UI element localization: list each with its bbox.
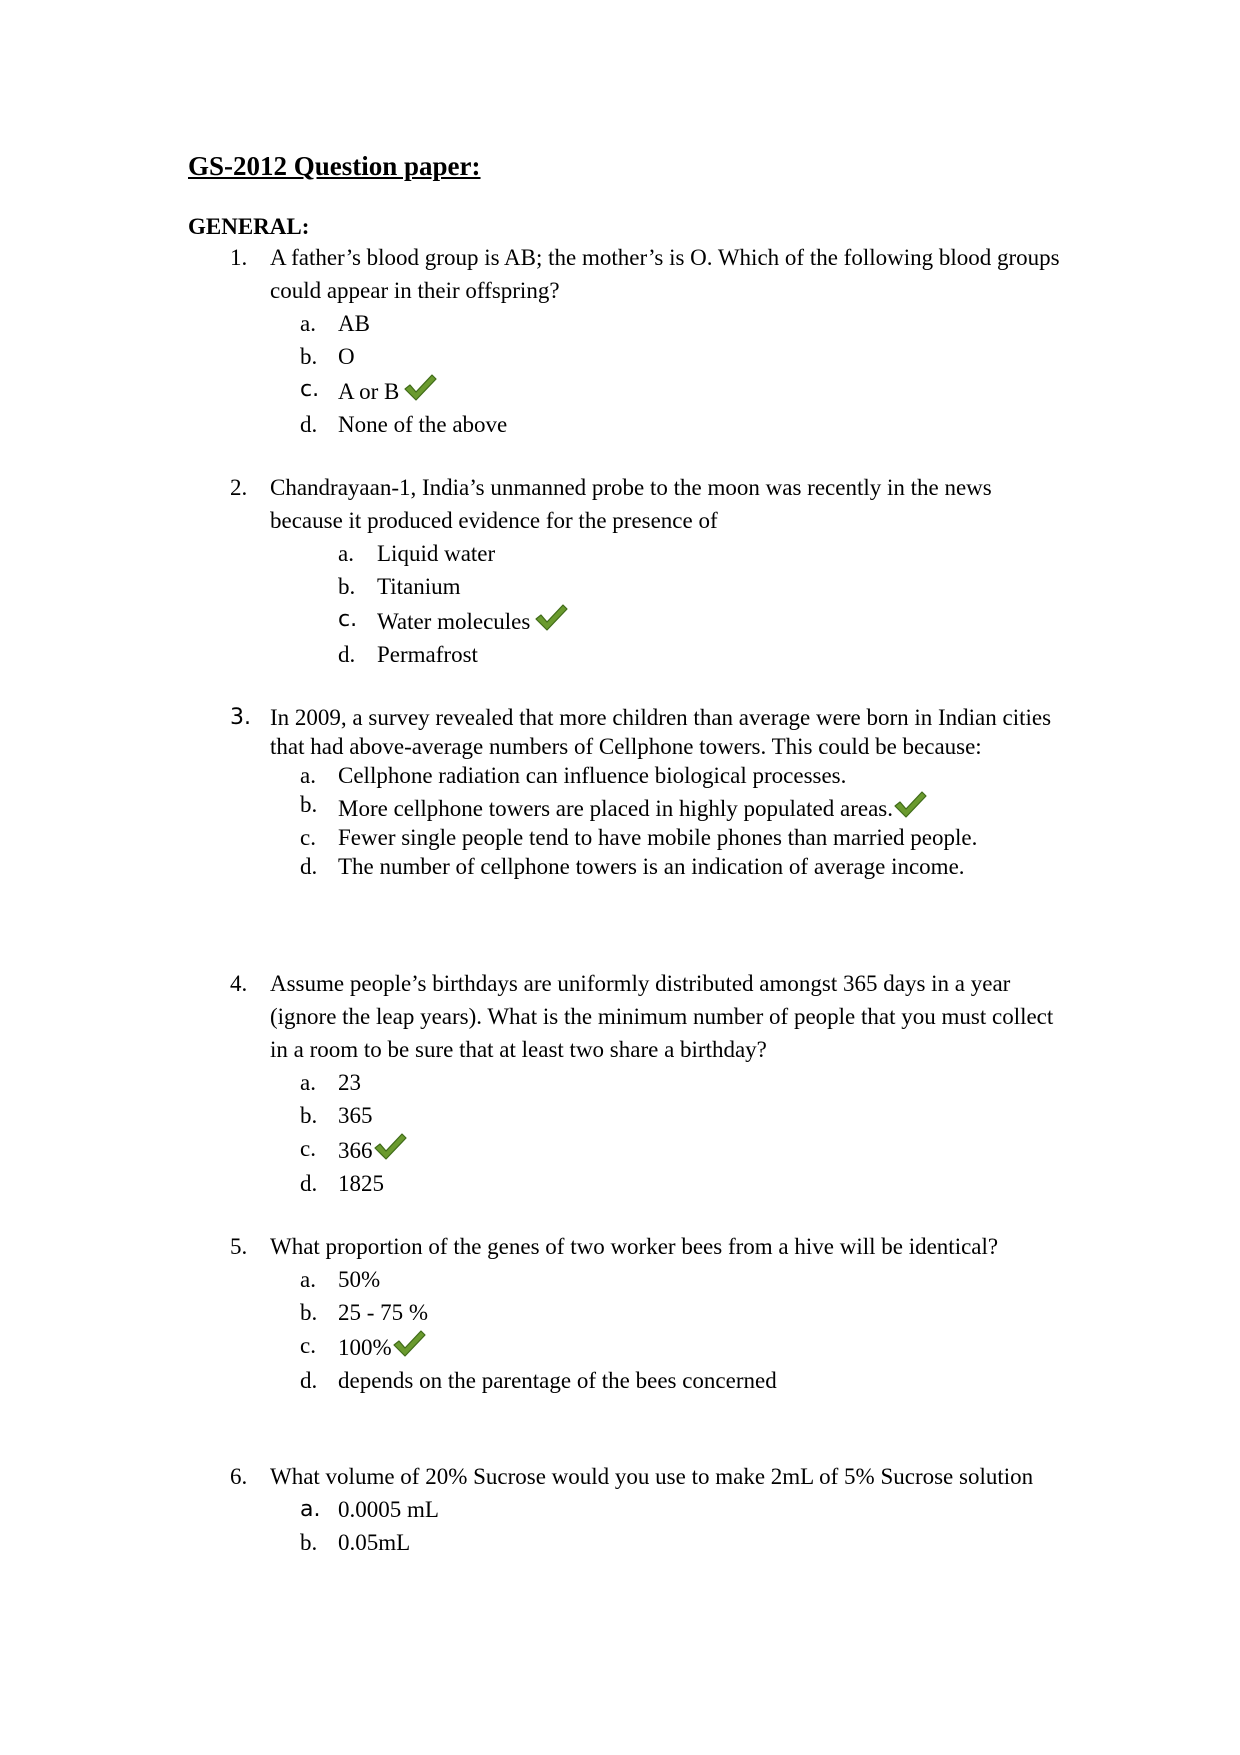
option-text: O xyxy=(338,344,355,369)
option-text: 50% xyxy=(338,1267,381,1292)
question-text: In 2009, a survey revealed that more children than average were born in Indian cities that had above-average numbers of Cellphone towers. This could be because: xyxy=(270,705,1052,759)
option-letter: d. xyxy=(300,412,318,437)
option-text: 365 xyxy=(338,1103,373,1128)
option-b xyxy=(230,1099,1070,1132)
option-letter: a. xyxy=(338,541,354,566)
option-d xyxy=(230,638,1070,671)
option-letter: b. xyxy=(300,1530,318,1555)
option-c xyxy=(230,373,1070,408)
option-letter: d. xyxy=(300,854,318,879)
option-letter: d. xyxy=(338,642,356,667)
option-d xyxy=(230,852,1070,881)
option-letter: a. xyxy=(300,1267,316,1292)
option-text: depends on the parentage of the bees concerned xyxy=(338,1368,777,1393)
option-letter: b. xyxy=(300,344,318,369)
option-text: Fewer single people tend to have mobile phones than married people. xyxy=(338,825,978,850)
option-c xyxy=(230,1329,1070,1364)
question-number: 4. xyxy=(230,971,248,996)
option-list xyxy=(230,761,1070,881)
section-heading: GENERAL: xyxy=(188,214,310,239)
option-text: Water molecules xyxy=(377,609,531,634)
option-letter: a. xyxy=(300,1070,316,1095)
option-text: 23 xyxy=(338,1070,361,1095)
option-text: Titanium xyxy=(377,574,461,599)
option-letter: b. xyxy=(338,574,356,599)
option-letter: a. xyxy=(300,1497,321,1522)
option-text: AB xyxy=(338,311,370,336)
option-list xyxy=(230,537,1070,671)
question-number: 3. xyxy=(230,705,251,730)
question-3 xyxy=(230,703,1070,881)
question-6 xyxy=(230,1460,1070,1559)
option-list xyxy=(230,307,1070,441)
checkmark-icon xyxy=(403,373,437,403)
checkmark-icon xyxy=(893,790,927,820)
question-text: Chandrayaan-1, India’s unmanned probe to the moon was recently in the news because it produced evidence for the presence of xyxy=(270,475,992,533)
option-letter: b. xyxy=(300,792,318,817)
option-a xyxy=(230,537,1070,570)
checkmark-icon xyxy=(373,1132,407,1162)
question-text: A father’s blood group is AB; the mother’s is O. Which of the following blood groups could appear in their offspring? xyxy=(270,245,1060,303)
question-text: Assume people’s birthdays are uniformly distributed amongst 365 days in a year (ignore the leap years). What is the minimum number of people that you must collect in a room to be sure that at least two share a birthday? xyxy=(270,971,1054,1062)
checkmark-icon xyxy=(534,603,568,633)
option-a xyxy=(230,307,1070,340)
option-text: None of the above xyxy=(338,412,508,437)
option-d xyxy=(230,1167,1070,1200)
option-letter: a. xyxy=(300,311,316,336)
option-text: Cellphone radiation can influence biological processes. xyxy=(338,763,847,788)
option-letter: c. xyxy=(300,377,320,402)
option-a xyxy=(230,1263,1070,1296)
checkmark-icon xyxy=(392,1329,426,1359)
option-letter: d. xyxy=(300,1368,318,1393)
option-letter: c. xyxy=(338,607,358,632)
question-1 xyxy=(230,241,1070,441)
option-text: 25 - 75 % xyxy=(338,1300,429,1325)
option-b xyxy=(230,570,1070,603)
option-letter: c. xyxy=(300,1136,316,1161)
question-text: What proportion of the genes of two worker bees from a hive will be identical? xyxy=(270,1234,999,1259)
option-c xyxy=(230,1132,1070,1167)
option-text: A or B xyxy=(338,379,400,404)
question-number: 5. xyxy=(230,1234,248,1259)
option-letter: c. xyxy=(300,825,316,850)
option-letter: b. xyxy=(300,1103,318,1128)
option-b xyxy=(230,1296,1070,1329)
option-list xyxy=(230,1263,1070,1397)
option-text: Permafrost xyxy=(377,642,478,667)
option-letter: b. xyxy=(300,1300,318,1325)
option-list xyxy=(230,1493,1070,1559)
option-text: 0.0005 mL xyxy=(338,1497,439,1522)
question-2 xyxy=(230,471,1070,671)
option-letter: c. xyxy=(300,1333,316,1358)
option-c xyxy=(230,603,1070,638)
option-list xyxy=(230,1066,1070,1200)
option-text: 100% xyxy=(338,1335,392,1360)
option-a xyxy=(230,1493,1070,1526)
option-text: More cellphone towers are placed in highly populated areas. xyxy=(338,796,893,821)
option-b xyxy=(230,340,1070,373)
option-letter: a. xyxy=(300,763,316,788)
question-number: 2. xyxy=(230,475,248,500)
option-text: 0.05mL xyxy=(338,1530,411,1555)
option-text: The number of cellphone towers is an indication of average income. xyxy=(338,854,965,879)
option-b xyxy=(230,790,1070,823)
question-4 xyxy=(230,967,1070,1200)
question-number: 1. xyxy=(230,245,248,270)
option-text: Liquid water xyxy=(377,541,496,566)
option-text: 1825 xyxy=(338,1171,384,1196)
option-c xyxy=(230,823,1070,852)
page-title: GS-2012 Question paper: xyxy=(188,151,481,181)
option-a xyxy=(230,1066,1070,1099)
option-letter: d. xyxy=(300,1171,318,1196)
option-d xyxy=(230,408,1070,441)
question-number: 6. xyxy=(230,1464,248,1489)
option-a xyxy=(230,761,1070,790)
option-text: 366 xyxy=(338,1138,373,1163)
option-b xyxy=(230,1526,1070,1559)
question-text: What volume of 20% Sucrose would you use to make 2mL of 5% Sucrose solution xyxy=(270,1464,1034,1489)
option-d xyxy=(230,1364,1070,1397)
question-5 xyxy=(230,1230,1070,1397)
